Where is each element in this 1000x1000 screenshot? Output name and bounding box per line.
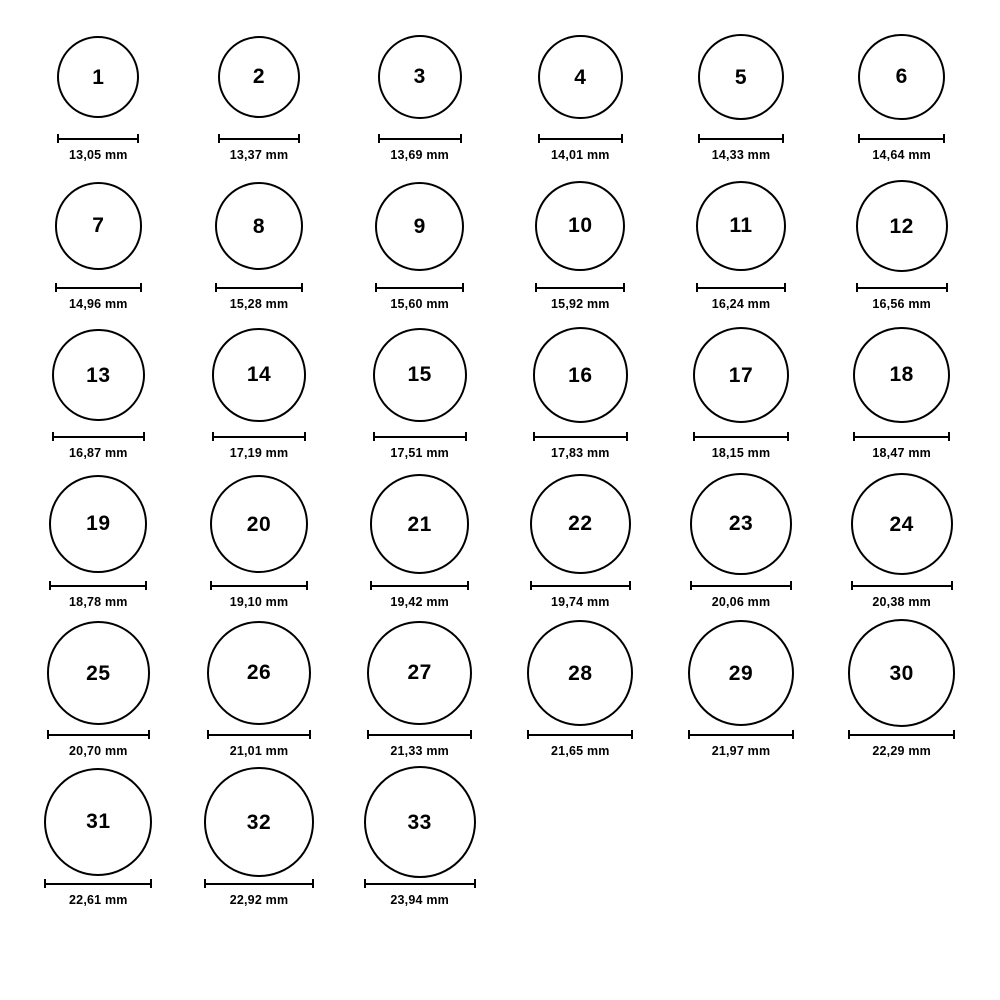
ruler-tick-left [367,730,369,739]
ring-size-cell [18,618,179,767]
ring-circle [851,473,953,575]
ruler-bar [856,287,948,289]
ring-size-cell [661,469,822,618]
ring-size-cell [821,171,982,320]
ring-circle [210,475,309,574]
diameter-ruler [693,432,789,441]
ring-circle [55,182,142,269]
diameter-ruler [533,432,628,441]
ruler-tick-left [538,134,540,143]
ruler-tick-left [204,879,206,888]
ring-size-cell [500,171,661,320]
ring-circle-wrap [858,22,944,132]
ruler-bar [373,436,467,438]
diameter-ruler [530,581,630,590]
ring-size-number: 23 [728,512,754,536]
ring-size-number: 10 [568,214,593,238]
ring-size-number: 4 [574,65,587,89]
diameter-label: 21,01 mm [229,744,289,758]
ring-circle-wrap [696,171,787,281]
ruler-tick-left [527,730,529,739]
ruler-tick-right [462,283,464,292]
ring-size-number: 13 [86,363,111,387]
diameter-label: 23,94 mm [390,893,449,907]
ring-size-cell [339,618,500,767]
ring-size-number: 15 [407,363,432,387]
ruler-bar [210,585,309,587]
ring-size-cell [821,320,982,469]
ruler-tick-right [301,283,303,292]
ring-circle [375,182,464,271]
ruler-tick-right [309,730,311,739]
ruler-tick-left [55,283,57,292]
diameter-ruler [218,134,301,143]
ring-circle-wrap [690,469,791,579]
diameter-ruler [535,283,625,292]
diameter-label: 17,51 mm [390,446,449,460]
ruler-tick-left [218,134,220,143]
ruler-bar [688,734,795,736]
ring-size-number: 18 [889,363,914,387]
ring-circle-wrap [535,171,625,281]
ring-circle [367,621,472,726]
ring-circle [378,35,462,119]
ring-circle-wrap [212,320,305,430]
ring-circle-wrap [210,469,309,579]
ring-circle-wrap [856,171,948,281]
ruler-tick-right [626,432,628,441]
ring-size-number: 12 [889,214,914,238]
ruler-tick-right [948,432,950,441]
ruler-bar [49,585,147,587]
ruler-tick-left [364,879,366,888]
ruler-tick-left [693,432,695,441]
diameter-ruler [848,730,956,739]
ring-circle [535,181,625,271]
diameter-label: 21,33 mm [390,744,449,758]
ruler-tick-right [312,879,314,888]
diameter-label: 22,92 mm [229,893,289,907]
ring-size-number: 24 [889,512,914,536]
ruler-tick-left [848,730,850,739]
ruler-tick-right [943,134,945,143]
ruler-tick-right [629,581,631,590]
ruler-tick-right [621,134,623,143]
ruler-bar [848,734,956,736]
ring-circle-wrap [215,171,303,281]
diameter-ruler [378,134,462,143]
ruler-tick-right [140,283,142,292]
ruler-bar [52,436,145,438]
ring-size-number: 9 [413,214,426,238]
ring-size-number: 25 [86,661,111,685]
diameter-ruler [49,581,147,590]
diameter-label: 13,69 mm [390,148,449,162]
ring-circle-wrap [373,320,467,430]
ruler-bar [690,585,791,587]
ruler-tick-right [782,134,784,143]
diameter-label: 20,06 mm [711,595,771,609]
diameter-label: 13,05 mm [69,148,128,162]
ruler-bar [530,585,630,587]
ring-size-cell [18,320,179,469]
ruler-tick-left [853,432,855,441]
ring-size-number: 27 [407,661,432,685]
ring-size-number: 28 [568,661,593,685]
ruler-tick-right [465,432,467,441]
ring-size-number: 5 [734,65,748,89]
ring-size-number: 7 [92,214,105,238]
ring-size-cell [821,618,982,767]
ring-size-cell [500,22,661,171]
ruler-bar [215,287,303,289]
diameter-label: 14,96 mm [69,297,128,311]
ring-size-cell [179,767,340,916]
ring-size-cell [661,22,822,171]
ring-size-number: 22 [568,512,593,536]
ring-size-cell [179,469,340,618]
ring-size-cell [339,171,500,320]
diameter-ruler [47,730,150,739]
ring-circle [530,474,630,574]
ring-circle [207,621,311,725]
ring-size-number: 20 [246,512,272,536]
ring-size-cell [18,22,179,171]
diameter-ruler [527,730,633,739]
ring-circle [853,327,950,424]
ring-circle-wrap [533,320,628,430]
diameter-label: 19,42 mm [390,595,449,609]
ring-size-number: 17 [728,363,754,387]
ring-circle-wrap [853,320,950,430]
ring-size-cell [500,469,661,618]
ruler-tick-left [49,581,51,590]
ruler-tick-right [298,134,300,143]
diameter-label: 15,92 mm [551,297,610,311]
ring-circle-wrap [204,767,313,877]
ruler-bar [47,734,150,736]
ruler-tick-right [148,730,150,739]
ring-size-number: 32 [246,810,272,834]
ruler-tick-left [57,134,59,143]
ring-circle [52,329,145,422]
ring-circle [856,180,948,272]
ruler-tick-right [953,730,955,739]
ruler-tick-right [143,432,145,441]
diameter-ruler [207,730,311,739]
ruler-tick-right [470,730,472,739]
ruler-tick-right [474,879,476,888]
ring-circle [688,620,795,727]
diameter-label: 16,24 mm [711,297,771,311]
ring-circle [44,768,152,876]
ring-size-cell [661,171,822,320]
ring-circle [848,619,956,727]
ruler-tick-left [688,730,690,739]
diameter-ruler [690,581,791,590]
diameter-label: 20,38 mm [872,595,931,609]
ring-size-cell [821,22,982,171]
ruler-tick-left [851,581,853,590]
ring-circle-wrap [375,171,464,281]
ring-circle [49,475,147,573]
ring-size-number: 1 [92,65,105,89]
diameter-label: 17,19 mm [229,446,289,460]
diameter-label: 22,61 mm [69,893,128,907]
ring-circle-wrap [364,767,476,877]
ring-circle-wrap [49,469,147,579]
diameter-label: 19,10 mm [229,595,289,609]
ring-circle-wrap [378,22,462,132]
diameter-ruler [853,432,950,441]
ring-circle-wrap [47,618,150,728]
ring-size-number: 30 [889,661,914,685]
ruler-tick-right [150,879,152,888]
ring-circle-wrap [693,320,789,430]
ruler-tick-left [212,432,214,441]
diameter-ruler [373,432,467,441]
diameter-label: 19,74 mm [551,595,610,609]
ruler-bar [212,436,305,438]
ring-circle [215,182,303,270]
ruler-tick-right [784,283,786,292]
ruler-bar [55,287,142,289]
ring-circle-wrap [848,618,956,728]
ring-circle [698,34,784,120]
diameter-label: 13,37 mm [229,148,289,162]
ring-size-number: 33 [407,810,432,834]
ruler-tick-right [787,432,789,441]
ruler-bar [378,138,462,140]
ring-size-number: 16 [568,363,593,387]
diameter-ruler [698,134,784,143]
ruler-bar [364,883,476,885]
diameter-label: 17,83 mm [551,446,610,460]
ring-size-cell [18,171,179,320]
diameter-label: 15,28 mm [229,297,289,311]
ruler-tick-right [792,730,794,739]
ring-size-cell [179,618,340,767]
ring-circle-wrap [57,22,139,132]
diameter-ruler [57,134,139,143]
ruler-bar [535,287,625,289]
ring-circle-wrap [218,22,301,132]
ring-circle [538,35,623,120]
diameter-label: 16,87 mm [69,446,128,460]
ring-circle [693,327,789,423]
ruler-tick-right [951,581,953,590]
ring-circle-wrap [55,171,142,281]
diameter-ruler [851,581,953,590]
ring-size-cell [339,469,500,618]
diameter-ruler [858,134,944,143]
ruler-bar [218,138,301,140]
ring-circle-wrap [367,618,472,728]
ring-size-number: 29 [728,661,754,685]
ruler-bar [44,883,152,885]
diameter-ruler [696,283,787,292]
ruler-tick-right [137,134,139,143]
ruler-bar [698,138,784,140]
ring-circle-wrap [530,469,630,579]
diameter-ruler [210,581,309,590]
ring-size-cell [179,320,340,469]
ring-circle-wrap [52,320,145,430]
ring-size-number: 31 [86,810,111,834]
diameter-ruler [370,581,470,590]
diameter-ruler [52,432,145,441]
ruler-bar [696,287,787,289]
ruler-tick-left [44,879,46,888]
ring-circle-wrap [44,767,152,877]
ring-size-number: 8 [252,214,266,238]
ruler-bar [693,436,789,438]
ruler-tick-left [375,283,377,292]
ring-circle [47,621,150,724]
ring-size-cell [18,469,179,618]
ruler-bar [57,138,139,140]
ring-circle [364,766,476,878]
ruler-tick-left [698,134,700,143]
ring-circle [57,36,139,118]
ruler-bar [370,585,470,587]
ring-circle [527,620,633,726]
ring-size-cell [339,767,500,916]
diameter-label: 20,70 mm [69,744,128,758]
diameter-label: 18,78 mm [69,595,128,609]
ruler-tick-left [856,283,858,292]
ring-size-cell [339,22,500,171]
ring-circle [696,181,787,272]
ruler-tick-left [696,283,698,292]
ruler-bar [527,734,633,736]
diameter-label: 15,60 mm [390,297,449,311]
ruler-bar [375,287,464,289]
ruler-tick-left [52,432,54,441]
diameter-label: 18,15 mm [711,446,771,460]
ruler-tick-left [690,581,692,590]
diameter-ruler [367,730,472,739]
diameter-label: 21,97 mm [711,744,771,758]
diameter-ruler [215,283,303,292]
ring-circle-wrap [207,618,311,728]
ruler-tick-right [467,581,469,590]
ring-circle [212,328,305,421]
ring-size-number: 14 [246,363,272,387]
diameter-label: 21,65 mm [551,744,610,758]
diameter-ruler [688,730,795,739]
ruler-tick-left [373,432,375,441]
diameter-label: 22,29 mm [872,744,931,758]
ring-size-number: 2 [252,65,266,89]
diameter-label: 16,56 mm [872,297,931,311]
diameter-label: 14,64 mm [872,148,931,162]
ring-size-cell [179,171,340,320]
diameter-ruler [212,432,305,441]
ring-circle-wrap [527,618,633,728]
ruler-bar [207,734,311,736]
ring-size-number: 26 [246,661,272,685]
ruler-bar [533,436,628,438]
ring-size-number: 3 [413,65,426,89]
ruler-tick-left [858,134,860,143]
ring-circle-wrap [688,618,795,728]
diameter-ruler [44,879,152,888]
ruler-tick-left [370,581,372,590]
ring-circle [690,473,791,574]
ruler-tick-left [533,432,535,441]
ruler-tick-left [530,581,532,590]
ruler-tick-right [306,581,308,590]
ruler-tick-right [790,581,792,590]
ruler-tick-left [47,730,49,739]
ring-size-cell [821,469,982,618]
ruler-bar [367,734,472,736]
ring-size-cell [661,618,822,767]
diameter-ruler [856,283,948,292]
ruler-bar [858,138,944,140]
ruler-bar [853,436,950,438]
ring-circle-wrap [698,22,784,132]
ring-circle [370,474,470,574]
ruler-tick-left [215,283,217,292]
diameter-label: 14,33 mm [711,148,771,162]
ruler-tick-left [535,283,537,292]
ring-size-number: 19 [86,512,111,536]
ring-size-number: 6 [895,65,908,89]
ruler-bar [538,138,623,140]
ring-size-number: 21 [407,512,432,536]
ruler-bar [851,585,953,587]
diameter-label: 14,01 mm [551,148,610,162]
ring-circle [858,34,944,120]
ring-size-number: 11 [729,214,753,238]
ring-circle [533,327,628,422]
ring-size-cell [500,618,661,767]
ring-size-cell [18,767,179,916]
ring-circle-wrap [538,22,623,132]
ring-circle [373,328,467,422]
ruler-tick-right [631,730,633,739]
ruler-tick-left [210,581,212,590]
ring-circle-wrap [851,469,953,579]
ruler-bar [204,883,313,885]
diameter-ruler [364,879,476,888]
ring-circle [204,767,313,876]
ring-size-cell [500,320,661,469]
ruler-tick-right [623,283,625,292]
ruler-tick-right [145,581,147,590]
ruler-tick-right [460,134,462,143]
ruler-tick-left [207,730,209,739]
ruler-tick-right [946,283,948,292]
ruler-tick-left [378,134,380,143]
ring-circle [218,36,301,119]
ring-size-cell [339,320,500,469]
diameter-ruler [55,283,142,292]
ring-circle-wrap [370,469,470,579]
diameter-ruler [375,283,464,292]
diameter-label: 18,47 mm [872,446,931,460]
diameter-ruler [538,134,623,143]
ring-size-cell [661,320,822,469]
ring-size-cell [179,22,340,171]
ruler-tick-right [304,432,306,441]
diameter-ruler [204,879,313,888]
